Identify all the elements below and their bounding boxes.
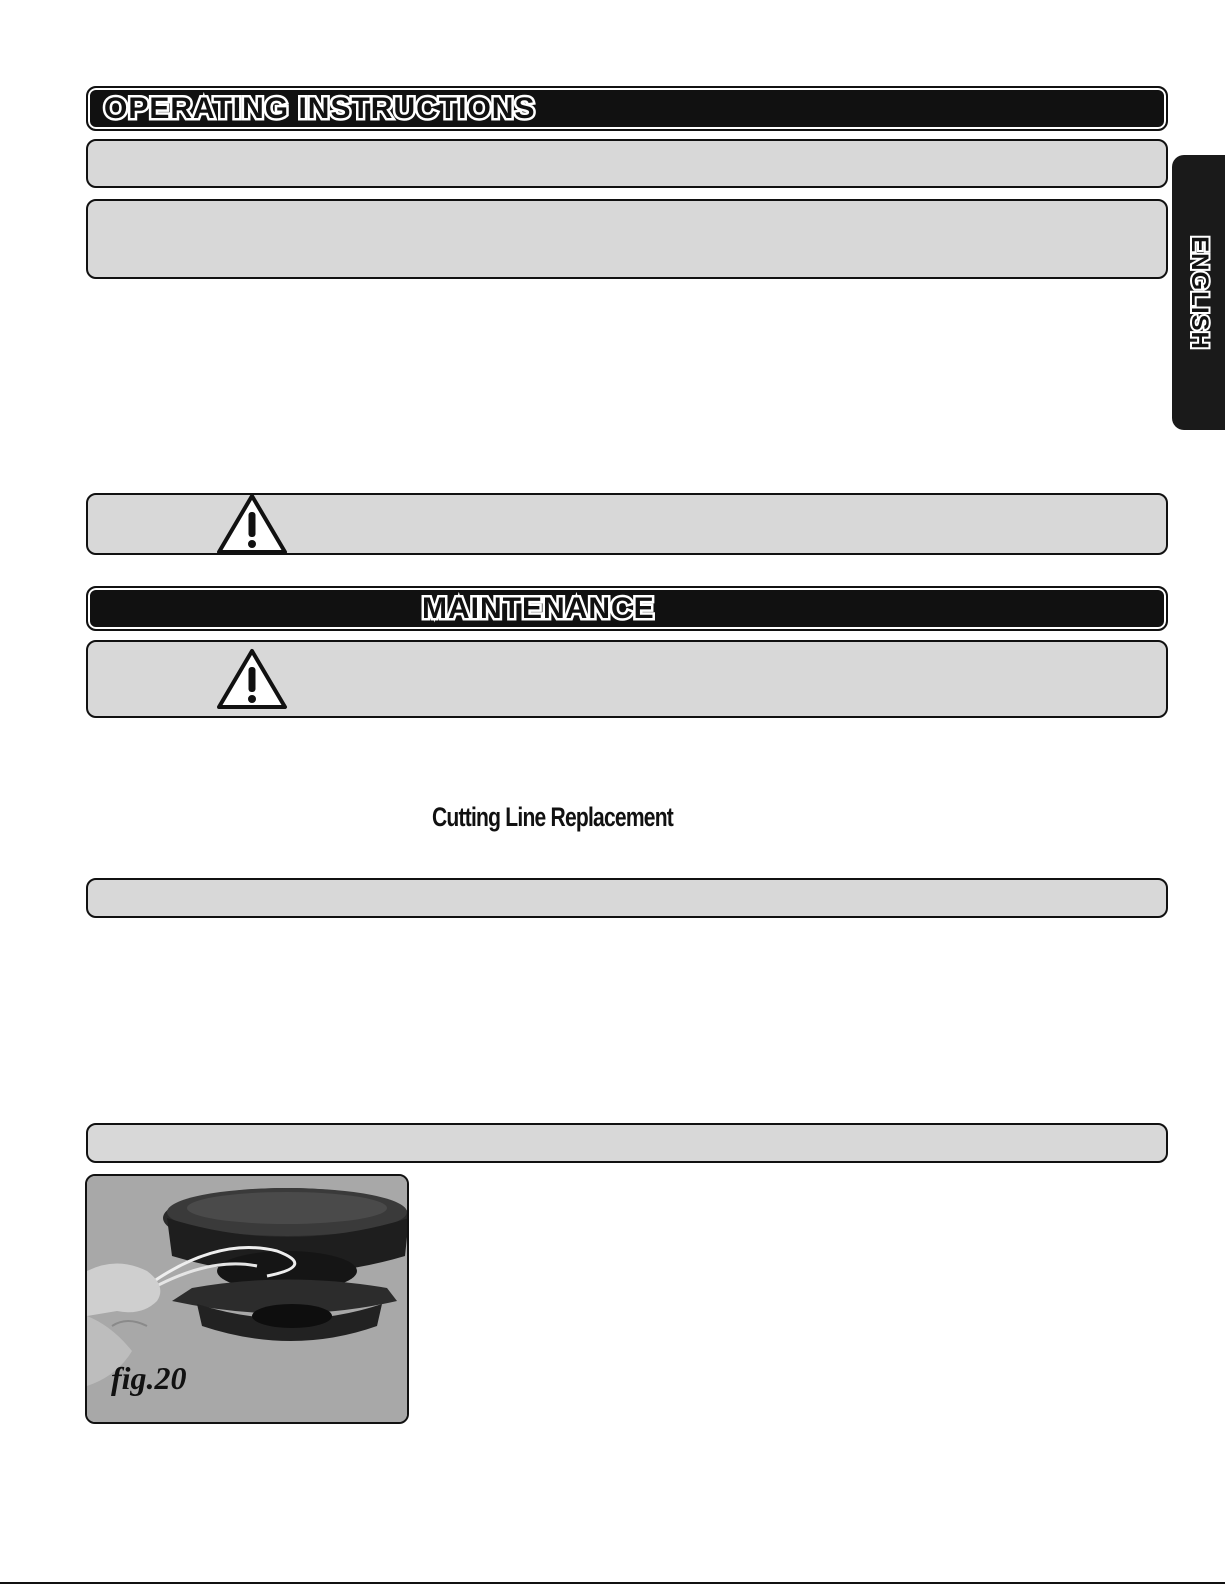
bottom-rule <box>0 1582 1225 1584</box>
warning-box-2 <box>86 640 1168 718</box>
note-box-2 <box>86 199 1168 279</box>
note-box-3 <box>86 878 1168 918</box>
note-box-4 <box>86 1123 1168 1163</box>
warning-triangle-icon <box>216 648 288 710</box>
warning-box-1 <box>86 493 1168 555</box>
language-tab-label: ENGLISH <box>1185 235 1213 350</box>
maintenance-title: MAINTENANCE <box>422 591 655 625</box>
figure-caption: fig.20 <box>111 1360 187 1396</box>
note-box-1 <box>86 139 1168 188</box>
cutting-line-subheading: Cutting Line Replacement <box>432 802 674 832</box>
operating-instructions-title: OPERATING INSTRUCTIONS <box>104 91 536 125</box>
maintenance-header <box>86 586 1168 631</box>
operating-instructions-header <box>86 86 1168 131</box>
warning-triangle-icon <box>216 493 288 555</box>
figure-20 <box>85 1174 409 1424</box>
language-tab <box>1172 155 1225 430</box>
